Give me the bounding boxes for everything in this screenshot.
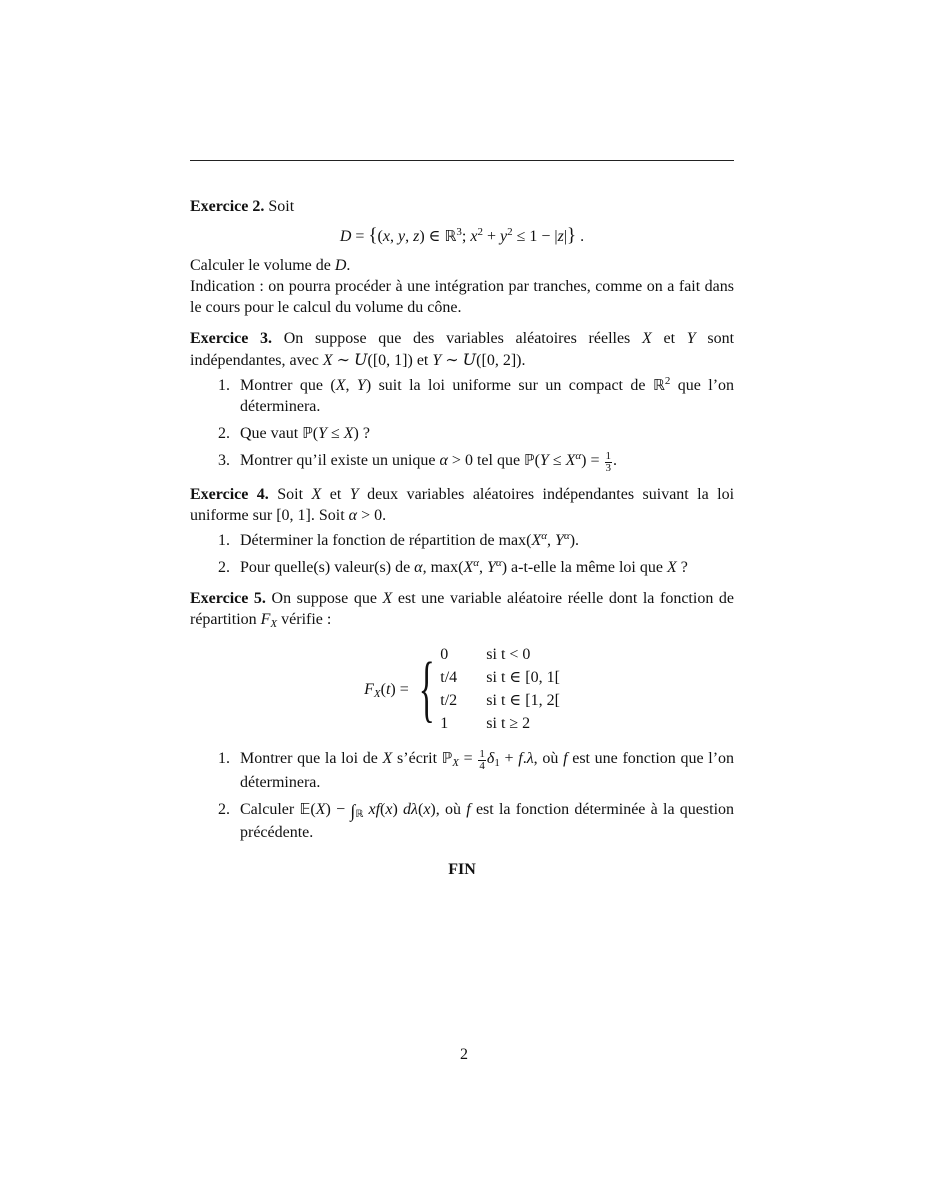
- left-brace: {: [418, 648, 435, 730]
- exercise-4-intro: Exercice 4. Soit X et Y deux variables aléatoires indépendantes suivant la loi uniforme sur [0, 1]. Soit α > 0.: [190, 486, 735, 524]
- exercise-5-intro: Exercice 5. On suppose que X est une variable aléatoire réelle dont la fonction de répartition $F_X$ vérifie :: [190, 590, 735, 630]
- exercise-3-questions: [190, 375, 734, 474]
- list-item: 2. Pour quelle(s) valeur(s) de α, $\max(X^\alpha$, $Y^\alpha$) a-t-elle la même loi que X ?: [218, 557, 688, 576]
- list-item: 1. Montrer que la loi de X s’écrit ℙ$_X$ = $\frac{1}{4}$ $\delta_1 + f.\lambda$, où f est une fonction que l’on déterminera.: [218, 748, 735, 791]
- case-value: t/4: [440, 669, 458, 686]
- end-marker: FIN: [448, 861, 476, 878]
- list-item: 2. Calculer 𝔼(X) − $\int_ℝ$ xf(x) dλ(x), où f est la fonction déterminée à la question précédente.: [218, 800, 735, 841]
- header-rule: [190, 160, 734, 161]
- exercise-2-intro: Exercice 2. Soit: [190, 198, 295, 215]
- page-number: 2: [460, 1046, 468, 1063]
- exercise-5-questions: [190, 748, 734, 843]
- exercise-2-set-definition: D = {(x, y, z) ∈ ℝ$^3$; $x^2 + y^2 \le 1 - |z|$} .: [339, 225, 585, 246]
- list-item: 1. Déterminer la fonction de répartition de $\max(X^\alpha$, $Y^\alpha$).: [218, 530, 580, 549]
- exercise-3-intro: Exercice 3. On suppose que des variables aléatoires réelles X et Y sont indépendantes, avec X ∼ U([0, 1]) et Y ∼ U([0, 2]).: [190, 330, 735, 369]
- list-item: 1. Montrer que (X, Y) suit la loi uniforme sur un compact de ℝ$^2$ que l’on déterminera.: [218, 375, 735, 415]
- exercise-2-title: Exercice 2.: [190, 198, 265, 215]
- case-condition: si t ≥ 2: [486, 715, 531, 732]
- piecewise-definition: $F_X(t)$ = { 0 si t < 0 t/4 si t ∈ [0, 1[ t/2 si t ∈ [1, 2[ 1 si t ≥ 2: [364, 646, 560, 732]
- exercise-3: [190, 328, 734, 474]
- exercise-4-questions: [190, 530, 734, 578]
- exercise-2-hint: Indication : on pourra procéder à une intégration par tranches, comme on a fait dans le cours pour le calcul du volume du cône.: [190, 278, 734, 316]
- list-item: 2. Que vaut ℙ(Y ≤ X) ?: [218, 424, 370, 442]
- exercise-4: [190, 484, 734, 578]
- list-item: 3. Montrer qu’il existe un unique α > 0 tel que ℙ(Y ≤ $X^\alpha$) = $\frac{1}{3}$ .: [218, 450, 618, 474]
- exercise-4-title: Exercice 4.: [190, 486, 269, 503]
- case-value: t/2: [440, 692, 458, 709]
- exercise-2: [190, 196, 734, 318]
- exercise-5: [190, 588, 734, 843]
- exercise-2-question: Calculer le volume de D.: [190, 257, 351, 274]
- page-content: [190, 196, 734, 880]
- case-condition: si t ∈ [1, 2[: [486, 692, 560, 709]
- case-condition: si t ∈ [0, 1[: [486, 669, 560, 686]
- case-condition: si t < 0: [486, 646, 531, 663]
- case-value: 1: [440, 715, 449, 732]
- exercise-5-title: Exercice 5.: [190, 590, 266, 607]
- piecewise-cases: [440, 644, 560, 734]
- case-value: 0: [440, 646, 449, 663]
- exercise-3-title: Exercice 3.: [190, 330, 273, 347]
